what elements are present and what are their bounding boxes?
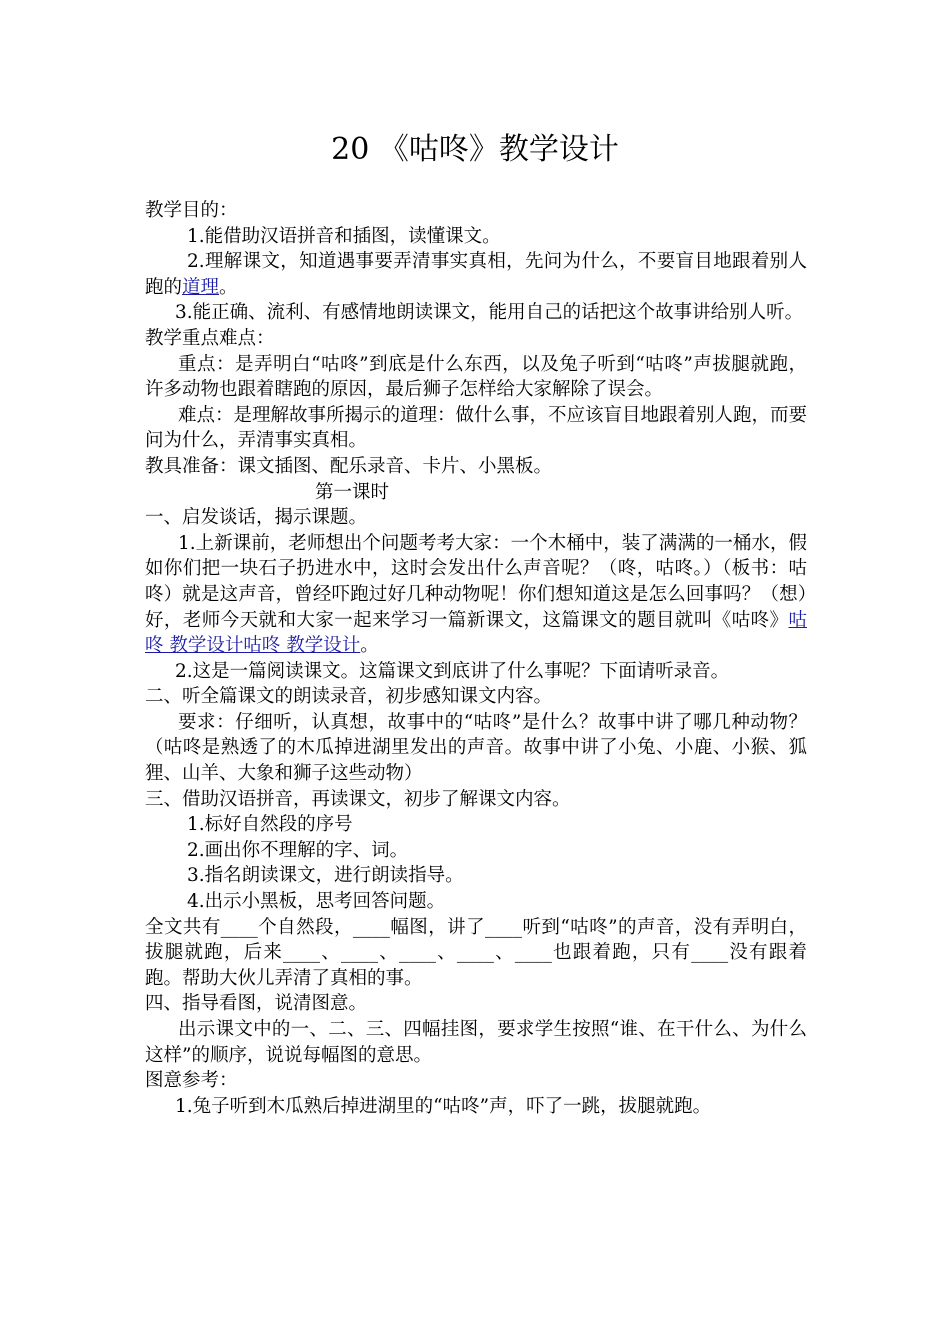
key-points-heading: 教学重点难点： xyxy=(145,327,275,349)
section-1-paragraph-1 xyxy=(145,531,807,659)
lesson-title: 第一课时 xyxy=(315,481,390,503)
objective-2-link[interactable]: 道理 xyxy=(182,276,220,298)
reference-heading: 图意参考： xyxy=(145,1070,238,1092)
objectives-heading: 教学目的： xyxy=(145,200,238,221)
objective-1: 1.能借助汉语拼音和插图，读懂课文。 xyxy=(187,225,501,247)
section-2-heading: 二、听全篇课文的朗读录音，初步感知课文内容。 xyxy=(145,686,553,708)
section-2-requirement: 要求：仔细听，认真想，故事中的“咕咚”是什么？故事中讲了哪几种动物？（咕咚是熟透了的木瓜掉进湖里发出的声音。故事中讲了小兔、小鹿、小猴、狐狸、山羊、大象和狮子这些动物） xyxy=(145,711,807,785)
section-3-heading: 三、借助汉语拼音，再读课文，初步了解课文内容。 xyxy=(145,788,571,810)
section-1-paragraph-1-text: 1.上新课前，老师想出个问题考考大家：一个木桶中，装了满满的一桶水，假如你们把一块石子扔进水中，这时会发出什么声音呢？（咚，咕咚。）（板书：咕咚）就是这声音，曾经吓跑过好几种动物呢！你们想知道这是怎么回事吗？（想）好，老师今天就和大家一起来学习一篇新课文，这篇课文的题目就叫《咕咚》 xyxy=(145,532,807,631)
objective-3: 3.能正确、流利、有感情地朗读课文，能用自己的话把这个故事讲给别人听。 xyxy=(175,302,804,324)
objective-2-text: 2.理解课文，知道遇事要弄清事实真相，先问为什么，不要盲目地跟着别人跑的 xyxy=(145,251,807,298)
page-title: 20 《咕咚》教学设计 xyxy=(331,132,619,167)
section-4-heading: 四、指导看图，说清图意。 xyxy=(145,993,368,1015)
section-3-item-4: 4.出示小黑板，思考回答问题。 xyxy=(187,891,446,913)
section-1-paragraph-2: 2.这是一篇阅读课文。这篇课文到底讲了什么事呢？下面请听录音。 xyxy=(175,660,730,682)
reference-item-1: 1.兔子听到木瓜熟后掉进湖里的“咕咚”声，吓了一跳，拔腿就跑。 xyxy=(175,1095,712,1117)
key-point: 重点：是弄明白“咕咚”到底是什么东西，以及兔子听到“咕咚”声拔腿就跑，许多动物也跟着瞎跑的原因，最后狮子怎样给大家解除了误会。 xyxy=(145,353,807,401)
section-3-item-2: 2.画出你不理解的字、词。 xyxy=(187,839,409,861)
document-body xyxy=(145,198,807,1119)
section-1-link[interactable]: 咕咚 教学设计咕咚 教学设计 xyxy=(145,609,807,657)
section-3-item-3: 3.指名朗读课文，进行朗读指导。 xyxy=(187,865,464,887)
objective-2-end: 。 xyxy=(219,276,238,298)
difficult-point: 难点：是理解故事所揭示的道理：做什么事，不应该盲目地跟着别人跑，而要问为什么，弄清事实真相。 xyxy=(145,404,808,452)
section-1-heading: 一、启发谈话，揭示课题。 xyxy=(145,507,368,529)
section-1-paragraph-1-end: 。 xyxy=(360,635,379,657)
fill-in-blank-text: 全文共有____个自然段，____幅图，讲了____听到“咕咚”的声音，没有弄明白，拔腿就跑，后来____、____、____、____、____也跟着跑，只有____没有跟着跑。帮助大伙儿弄清了真相的事。 xyxy=(145,916,807,989)
teaching-tools: 教具准备：课文插图、配乐录音、卡片、小黑板。 xyxy=(145,455,553,477)
section-3-item-1: 1.标好自然段的序号 xyxy=(187,814,353,836)
objective-2 xyxy=(145,249,807,300)
section-4-paragraph: 出示课文中的一、二、三、四幅挂图，要求学生按照“谁、在干什么、为什么这样”的顺序，说说每幅图的意思。 xyxy=(145,1019,807,1066)
